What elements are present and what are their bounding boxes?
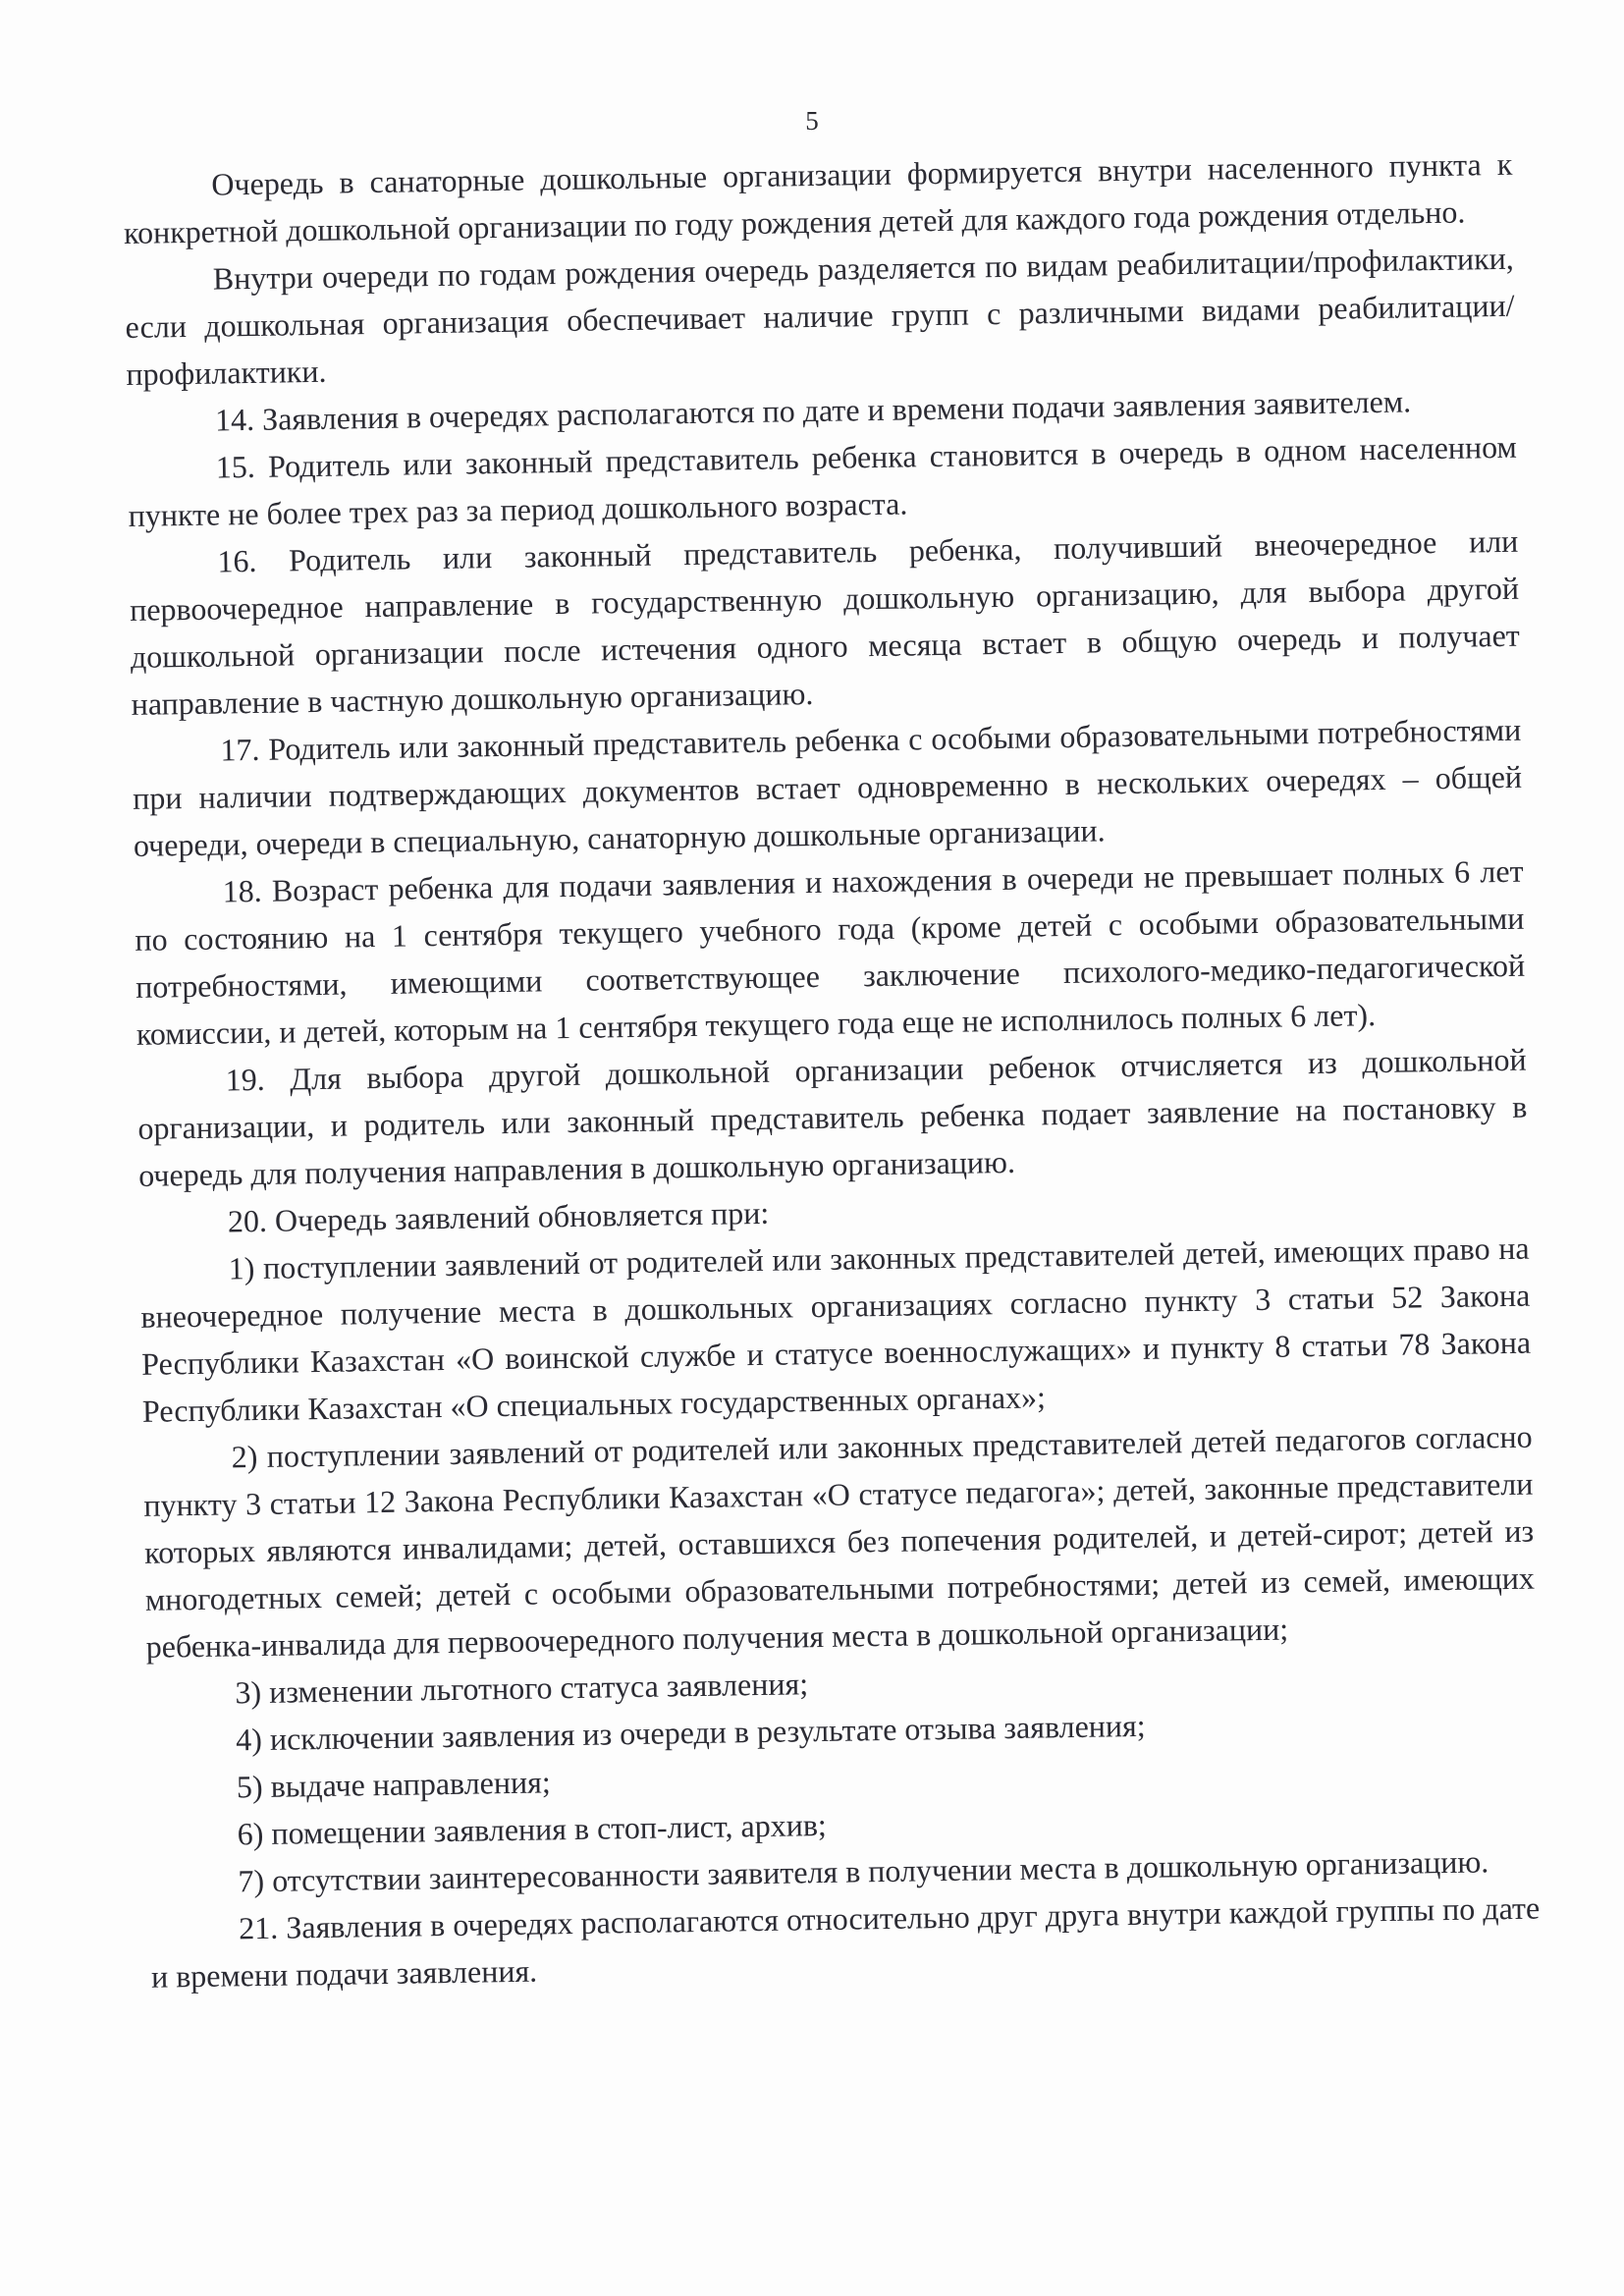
list-item: 4) исключении заявления из очереди в результате отзыва заявления;	[235, 1707, 1146, 1758]
paragraph: 17. Родитель или законный представитель ребенка с особыми образовательными потребностями при наличии подтверждающих документов встает одновременно в нескольких очередях – общей очереди, очереди в специальную, санаторную дошкольные организации.	[132, 711, 1523, 863]
paragraph: 16. Родитель или законный представитель ребенка, получивший внеочередное или первоочередное направление в государственную дошкольную организацию, для выбора другой дошкольной организации после истечения одного месяца встает в общую очередь и получает направление в частную дошкольную организацию.	[129, 522, 1521, 722]
paragraph: 15. Родитель или законный представитель ребенка становится в очередь в одном населенном пункте не более трех раз за период дошкольного возраста.	[128, 428, 1518, 533]
paragraph: Внутри очереди по годам рождения очередь разделяется по видам реабилитации/профилактики, если дошкольная организация обеспечивает наличие групп с различными видами реабилитации/профилактики.	[125, 240, 1515, 392]
paragraph: 21. Заявления в очередях располагаются относительно друг друга внутри каждой группы по дате и времени подачи заявления.	[150, 1889, 1541, 1995]
paragraph: Очередь в санаторные дошкольные организации формируется внутри населенного пункта к конкретной дошкольной организации по году рождения детей для каждого года рождения отдельно.	[123, 145, 1513, 250]
paragraph: 19. Для выбора другой дошкольной организации ребенок отчисляется из дошкольной организации, и родитель или законный представитель ребенка подает заявление на постановку в очередь для получения направления в дошкольную организацию.	[137, 1041, 1528, 1193]
list-item: 6) помещении заявления в стоп-лист, архив;	[237, 1806, 828, 1852]
paragraph: 18. Возраст ребенка для подачи заявления и нахождения в очереди не превышает полных 6 лет по состоянию на 1 сентября текущего учебного года (кроме детей с особыми образовательными потребностями, имеющими соответствующее заключение психолого-медико-педагогической комиссии, и детей, которым на 1 сентября текущего года еще не исполнилось полных 6 лет).	[135, 852, 1526, 1052]
document-body	[123, 140, 1541, 2000]
page-number: 5	[805, 106, 819, 136]
list-item: 5) выдаче направления;	[236, 1764, 551, 1805]
list-item: 3) изменении льготного статуса заявления;	[235, 1666, 809, 1711]
paragraph: 14. Заявления в очередях располагаются по дате и времени подачи заявления заявителем.	[214, 383, 1412, 438]
list-item: 2) поступлении заявлений от родителей или законных представителей детей педагогов согласно пункту 3 статьи 12 Закона Республики Казахстан «О статусе педагога»; детей, законные представители которых являются инвалидами; детей, оставшихся без попечения родителей, и детей-сирот; детей из многодетных семей; детей с особыми образовательными потребностями; детей из семей, имеющих ребенка-инвалида для первоочередного получения места в дошкольной организации;	[143, 1418, 1536, 1665]
list-item: 1) поступлении заявлений от родителей или законных представителей детей, имеющих право на внеочередное получение места в дошкольных организациях согласно пункту 3 статьи 52 Закона Республики Казахстан «О воинской службе и статусе военнослужащих» и пункту 8 статьи 78 Закона Республики Казахстан «О специальных государственных органах»;	[140, 1230, 1532, 1429]
list-item: 7) отсутствии заинтересованности заявителя в получении места в дошкольную организацию.	[238, 1843, 1489, 1899]
paragraph: 20. Очередь заявлений обновляется при:	[227, 1194, 770, 1239]
